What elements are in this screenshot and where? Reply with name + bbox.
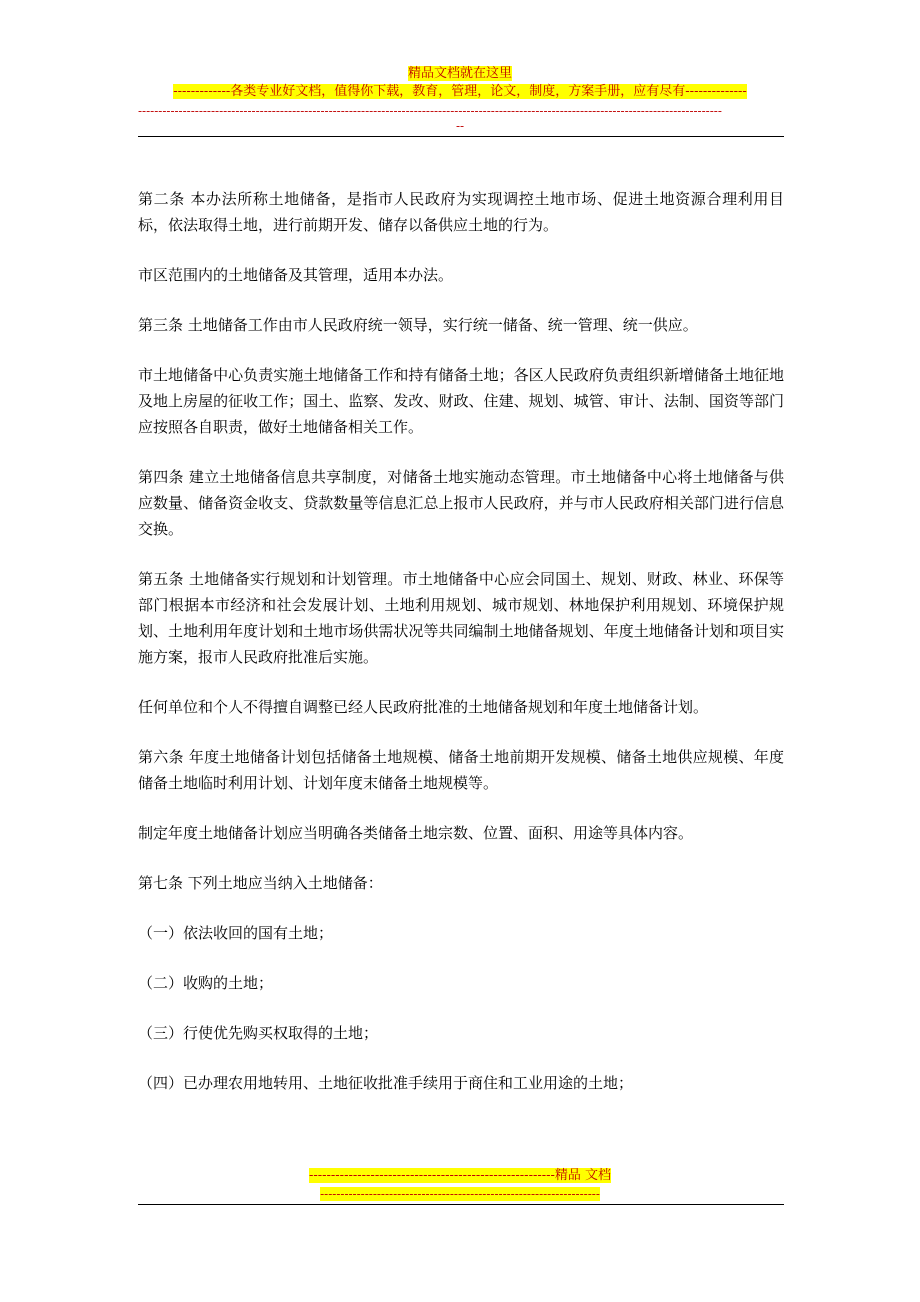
paragraph: 制定年度土地储备计划应当明确各类储备土地宗数、位置、面积、用途等具体内容。 [138, 824, 694, 842]
paragraph: 市土地储备中心负责实施土地储备工作和持有储备土地；各区人民政府负责组织新增储备土地征地及地上房屋的征收工作；国土、监察、发改、财政、住建、规划、城管、审计、法制、国资等部门应按照各自职责，做好土地储备相关工作。 [138, 366, 784, 436]
list-item: （三）行使优先购买权取得的土地； [138, 1024, 379, 1042]
paragraph: 第五条 土地储备实行规划和计划管理。市土地储备中心应会同国土、规划、财政、林业、环保等部门根据本市经济和社会发展计划、土地利用规划、城市规划、林地保护利用规划、环境保护规划、土地利用年度计划和土地市场供需状况等共同编制土地储备规划、年度土地储备计划和项目实施方案，报市人民政府批准后实施。 [138, 570, 784, 666]
header-title-text: 精品文档就在这里 [407, 66, 512, 81]
header-divider [138, 136, 784, 137]
paragraph: 第二条 本办法所称土地储备，是指市人民政府为实现调控土地市场、促进土地资源合理利用目标，依法取得土地，进行前期开发、储存以备供应土地的行为。 [138, 190, 784, 234]
paragraph: 第七条 下列土地应当纳入土地储备： [138, 874, 383, 892]
paragraph: 第四条 建立土地储备信息共享制度，对储备土地实施动态管理。市土地储备中心将土地储备与供应数量、储备资金收支、贷款数量等信息汇总上报市人民政府，并与市人民政府相关部门进行信息交换。 [138, 468, 784, 538]
footer-divider [138, 1204, 784, 1205]
footer-dash-text: --------------------------------------------------------------------- [320, 1187, 600, 1201]
footer-dash-line [0, 1187, 920, 1201]
document-body [138, 186, 784, 1120]
paragraph: 任何单位和个人不得擅自调整已经人民政府批准的土地储备规划和年度土地储备计划。 [138, 698, 709, 716]
header-dash-line: ------------------------------------------------------------------------------------------------------------------------------------------------ [138, 104, 722, 118]
list-item: （一）依法收回的国有土地； [138, 924, 334, 942]
header-title [0, 66, 920, 82]
paragraph: 市区范围内的土地储备及其管理，适用本办法。 [138, 266, 454, 284]
header-dash-tail: -- [455, 119, 465, 133]
list-item: （二）收购的土地； [138, 974, 274, 992]
header-tagline [0, 84, 920, 100]
paragraph: 第六条 年度土地储备计划包括储备土地规模、储备土地前期开发规模、储备土地供应规模、年度储备土地临时利用计划、计划年度末储备土地规模等。 [138, 748, 784, 792]
paragraph: 第三条 土地储备工作由市人民政府统一领导，实行统一储备、统一管理、统一供应。 [138, 316, 698, 334]
list-item: （四）已办理农用地转用、土地征收批准手续用于商住和工业用途的土地； [138, 1074, 634, 1092]
header-tagline-text: -------------各类专业好文档，值得你下载，教育，管理，论文，制度，方案手册，应有尽有-------------- [173, 84, 747, 99]
footer-label-text: --------------------------------------------------------精品 文档 [308, 1168, 612, 1183]
footer-label [0, 1168, 920, 1184]
